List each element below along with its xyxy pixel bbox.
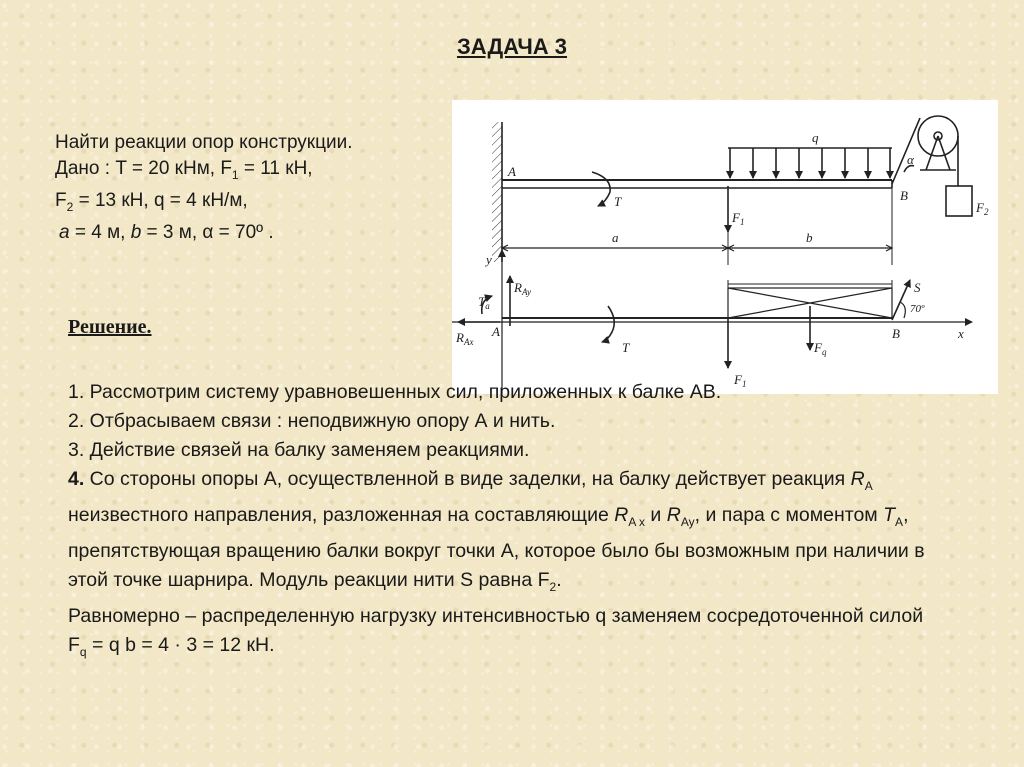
given-line-4: a = 4 м, b = 3 м, α = 70º . — [59, 221, 274, 243]
beam-diagram — [452, 100, 998, 394]
given-line-2: Дано : T = 20 кНм, $F_1 = 11$ кН, — [55, 158, 313, 182]
moment-T-top — [592, 172, 610, 206]
label-S: S — [914, 280, 921, 295]
solution-step-5: Равномерно – распределенную нагрузку интенсивностью q заменяем сосредоточенной силой — [68, 604, 924, 627]
moment-T-bottom — [602, 306, 614, 342]
solution-step-3: 3. Действие связей на балку заменяем реакциями. — [68, 439, 530, 461]
solution-step-1: 1. Рассмотрим систему уравновешенных сил, приложенных к балке АВ. — [68, 381, 722, 403]
label-RAx: $R_{Ax}$ — [456, 330, 474, 347]
force-S — [892, 280, 910, 320]
label-A-top: A — [508, 164, 516, 179]
q-load-arrows — [730, 148, 890, 178]
label-RAy: $R_{Ay}$ — [514, 280, 531, 297]
given-block — [55, 130, 353, 246]
solution-step-2: 2. Отбрасываем связи : неподвижную опору А и нить. — [68, 410, 556, 432]
label-B-top: B — [900, 188, 908, 203]
label-F2: $F_2$ — [976, 200, 989, 217]
angle-70-arc — [900, 302, 905, 318]
label-angle-70: 70º — [910, 303, 925, 315]
label-q: q — [812, 130, 819, 145]
wall-hatch — [492, 122, 502, 262]
solution-step-4: 4. Со стороны опоры А, осуществленной в виде заделки, на балку действует реакция $R_A$ неизвестного направления, разложенная на составляющие $R_{A x}$ и $R_{Ay}$, и пара с моментом $T_A$, препятствующая вращению балки вокруг точки А, которое было бы возможным при наличии в этой точке шарнира. Модуль реакции нити S равна $F_2$. — [68, 468, 925, 594]
solution-heading: Решение. — [68, 316, 152, 338]
label-T-bottom: T — [622, 340, 630, 355]
label-T-top: T — [614, 194, 622, 209]
label-axis-x: x — [958, 326, 964, 341]
label-F1-bottom: $F_1$ — [734, 372, 747, 389]
weight-F2 — [946, 186, 972, 216]
solution-body — [68, 378, 968, 667]
solution-formula: $F_q = q$ b = 4 · 3 = 12 кН. — [68, 633, 275, 659]
label-dim-b: b — [806, 230, 813, 245]
given-line-3: $F_2 = 13$ кН, q = 4 кН/м, — [55, 189, 248, 214]
rope-to-pulley — [892, 118, 920, 184]
label-alpha: α — [907, 152, 914, 167]
label-A-bottom: A — [492, 324, 500, 339]
label-Ta: $T_a$ — [478, 294, 490, 311]
label-axis-y: y — [486, 252, 492, 267]
label-Fq: $F_q$ — [814, 340, 827, 357]
label-F1-top: $F_1$ — [732, 210, 745, 227]
label-dim-a: a — [612, 230, 619, 245]
given-line-1: Найти реакции опор конструкции. — [55, 132, 353, 153]
page-title: ЗАДАЧА 3 — [456, 34, 568, 59]
label-B-bottom: B — [892, 326, 900, 341]
